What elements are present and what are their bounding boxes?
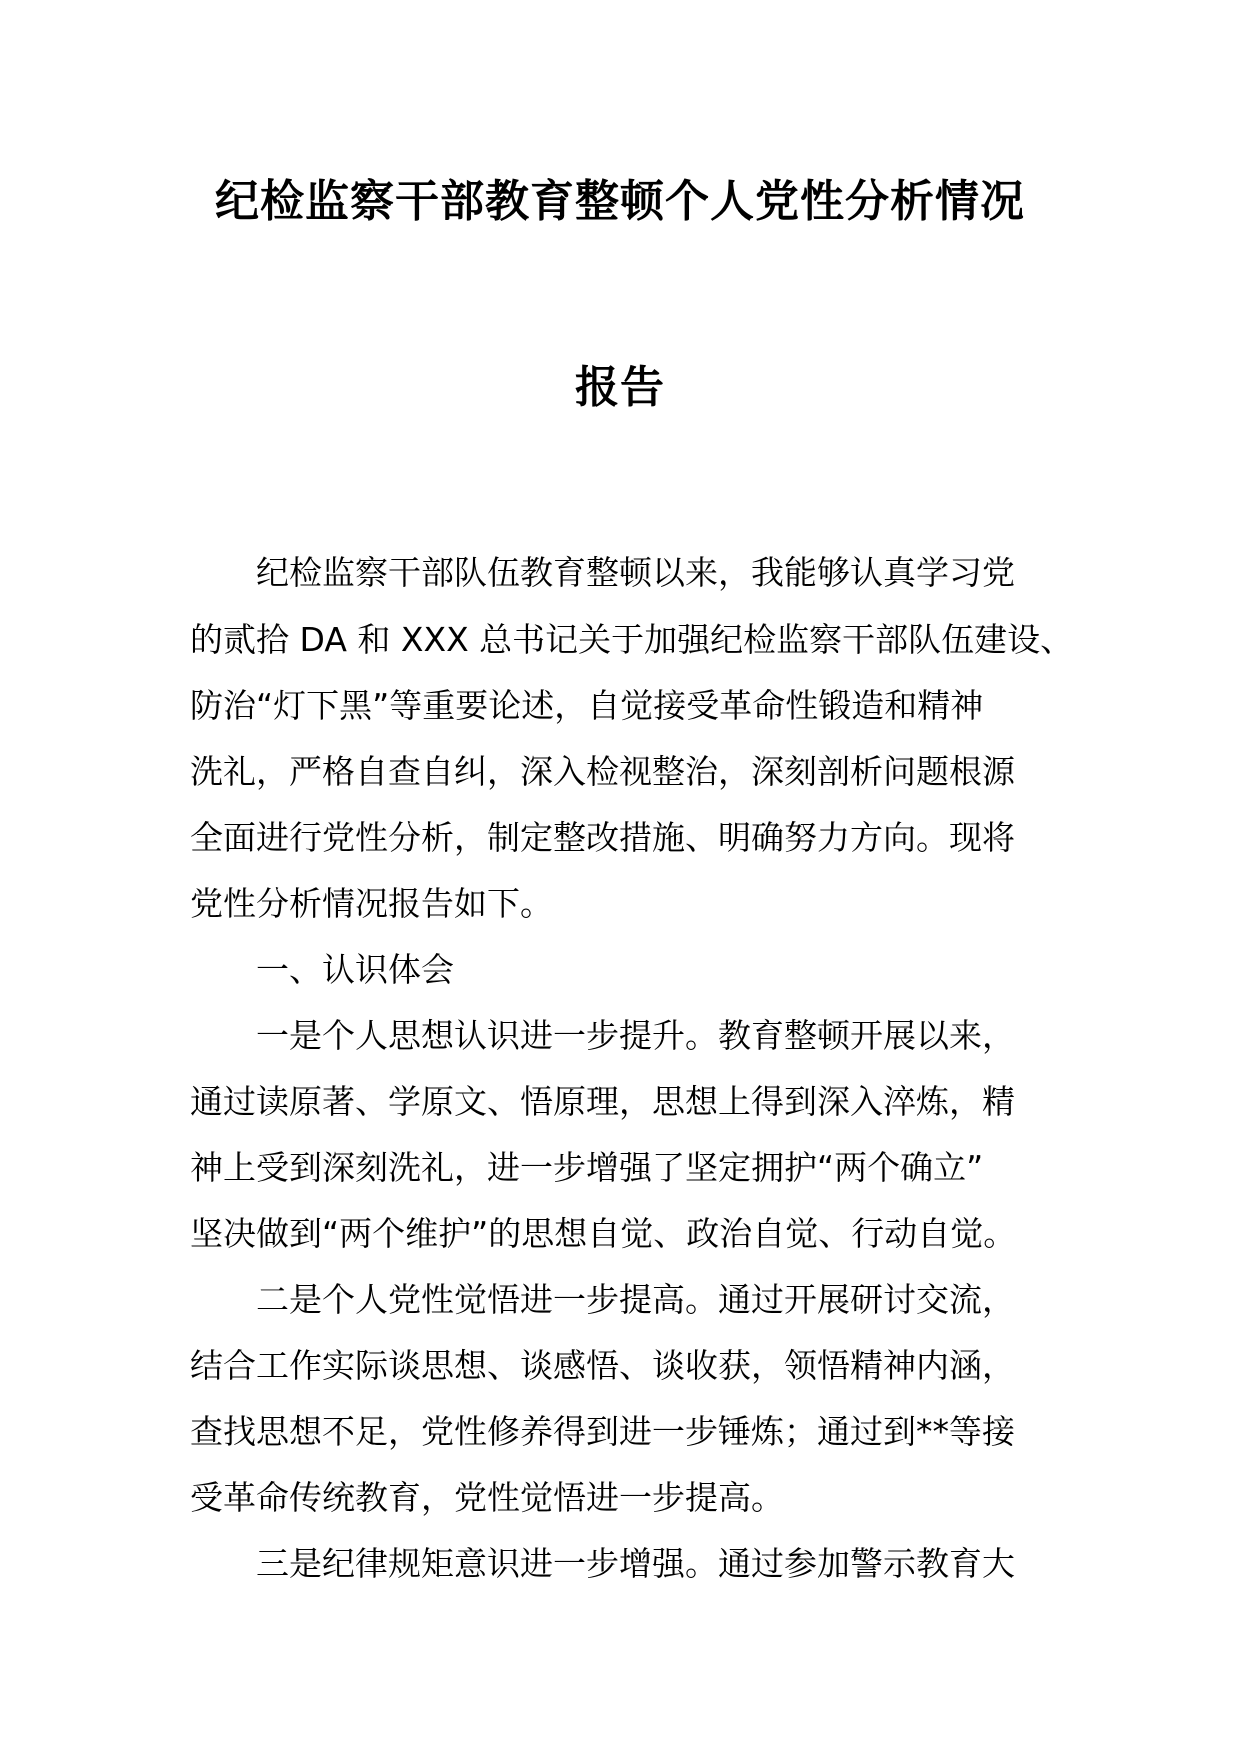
body-line-16: 三是纪律规矩意识进一步增强。通过参加警示教育大: [190, 1544, 1015, 1583]
body-line-3: 防治“灯下黑”等重要论述，自觉接受革命性锻造和精神: [190, 686, 984, 725]
section-heading-1: 一、认识体会: [190, 950, 454, 989]
document-title-line-2: 报告: [575, 362, 665, 413]
body-line-1: 纪检监察干部队伍教育整顿以来，我能够认真学习党: [190, 553, 1015, 592]
body-line-12: 二是个人党性觉悟进一步提高。通过开展研讨交流，: [190, 1280, 1015, 1319]
body-line-2: 的贰拾 DA 和 XXX 总书记关于加强纪检监察干部队伍建设、: [190, 620, 1074, 659]
body-line-9: 通过读原著、学原文、悟原理，思想上得到深入淬炼，精: [190, 1082, 1015, 1121]
body-line-15: 受革命传统教育，党性觉悟进一步提高。: [190, 1478, 784, 1517]
body-line-4: 洗礼，严格自查自纠，深入检视整治，深刻剖析问题根源: [190, 752, 1015, 791]
body-line-10: 神上受到深刻洗礼，进一步增强了坚定拥护“两个确立”: [190, 1148, 984, 1187]
body-line-5: 全面进行党性分析，制定整改措施、明确努力方向。现将: [190, 818, 1015, 857]
body-line-11: 坚决做到“两个维护”的思想自觉、政治自觉、行动自觉。: [190, 1214, 1017, 1253]
body-line-14: 查找思想不足，党性修养得到进一步锤炼；通过到**等接: [190, 1412, 1015, 1451]
body-line-6: 党性分析情况报告如下。: [190, 884, 553, 923]
document-title-line-1: 纪检监察干部教育整顿个人党性分析情况: [215, 176, 1025, 227]
body-line-8: 一是个人思想认识进一步提升。教育整顿开展以来，: [190, 1016, 1015, 1055]
body-line-13: 结合工作实际谈思想、谈感悟、谈收获，领悟精神内涵，: [190, 1346, 1015, 1385]
